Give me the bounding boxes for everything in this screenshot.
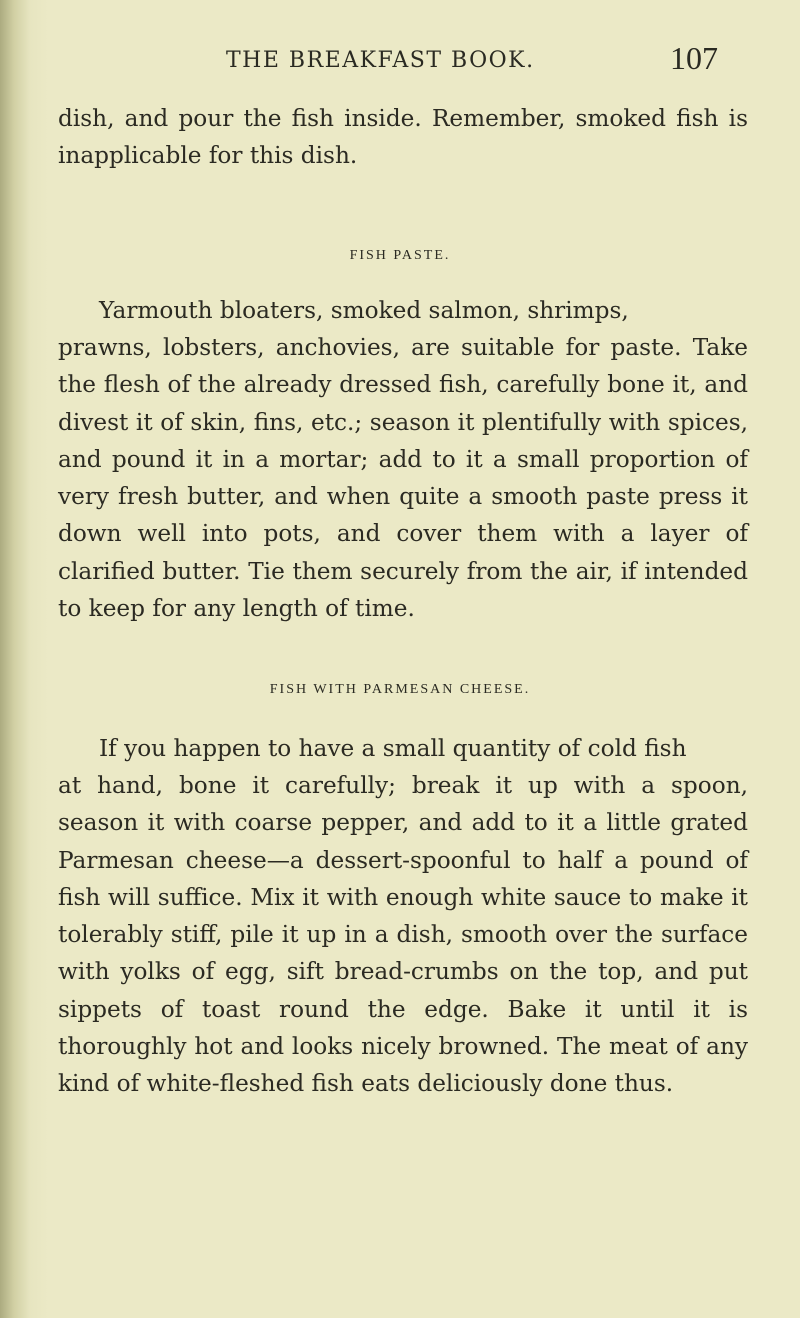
section-heading-fish-parmesan: FISH WITH PARMESAN CHEESE. <box>269 682 531 697</box>
fish-parmesan-first-line: If you happen to have a small quantity of cold fish <box>99 735 687 762</box>
page-header <box>0 38 800 78</box>
intro-paragraph: dish, and pour the fish inside. Remember, smoked fish is inapplicable for this dish. <box>58 105 748 170</box>
fish-paste-body: prawns, lobsters, anchovies, are suitable for paste. Take the flesh of the already dressed fish, carefully bone it, and divest it of skin, fins, etc.; season it plentifully with spices, and pound it in a mortar; add to it a small proportion of very fresh butter, and when quite a smooth paste press it down well into pots, and cover them with a layer of clarified butter. Tie them securely from the air, if intended to keep for any length of time. <box>58 334 748 623</box>
section-heading-fish-paste: FISH PASTE. <box>349 248 451 263</box>
running-title: THE BREAKFAST BOOK. <box>226 48 535 73</box>
page-number: 107 <box>670 40 718 76</box>
fish-paste-first-line: Yarmouth bloaters, smoked salmon, shrimps, <box>99 297 629 324</box>
fish-parmesan-body: at hand, bone it carefully; break it up with a spoon, season it with coarse pepper, and add to it a little grated Parmesan cheese—a dessert-spoonful to half a pound of fish will suffice. Mix it with enough white sauce to make it tolerably stiff, pile it up in a dish, smooth over the surface with yolks of egg, sift bread-crumbs on the top, and put sippets of toast round the edge. Bake it until it is thoroughly hot and looks nicely browned. The meat of any kind of white-fleshed fish eats deliciously done thus. <box>58 772 748 1098</box>
